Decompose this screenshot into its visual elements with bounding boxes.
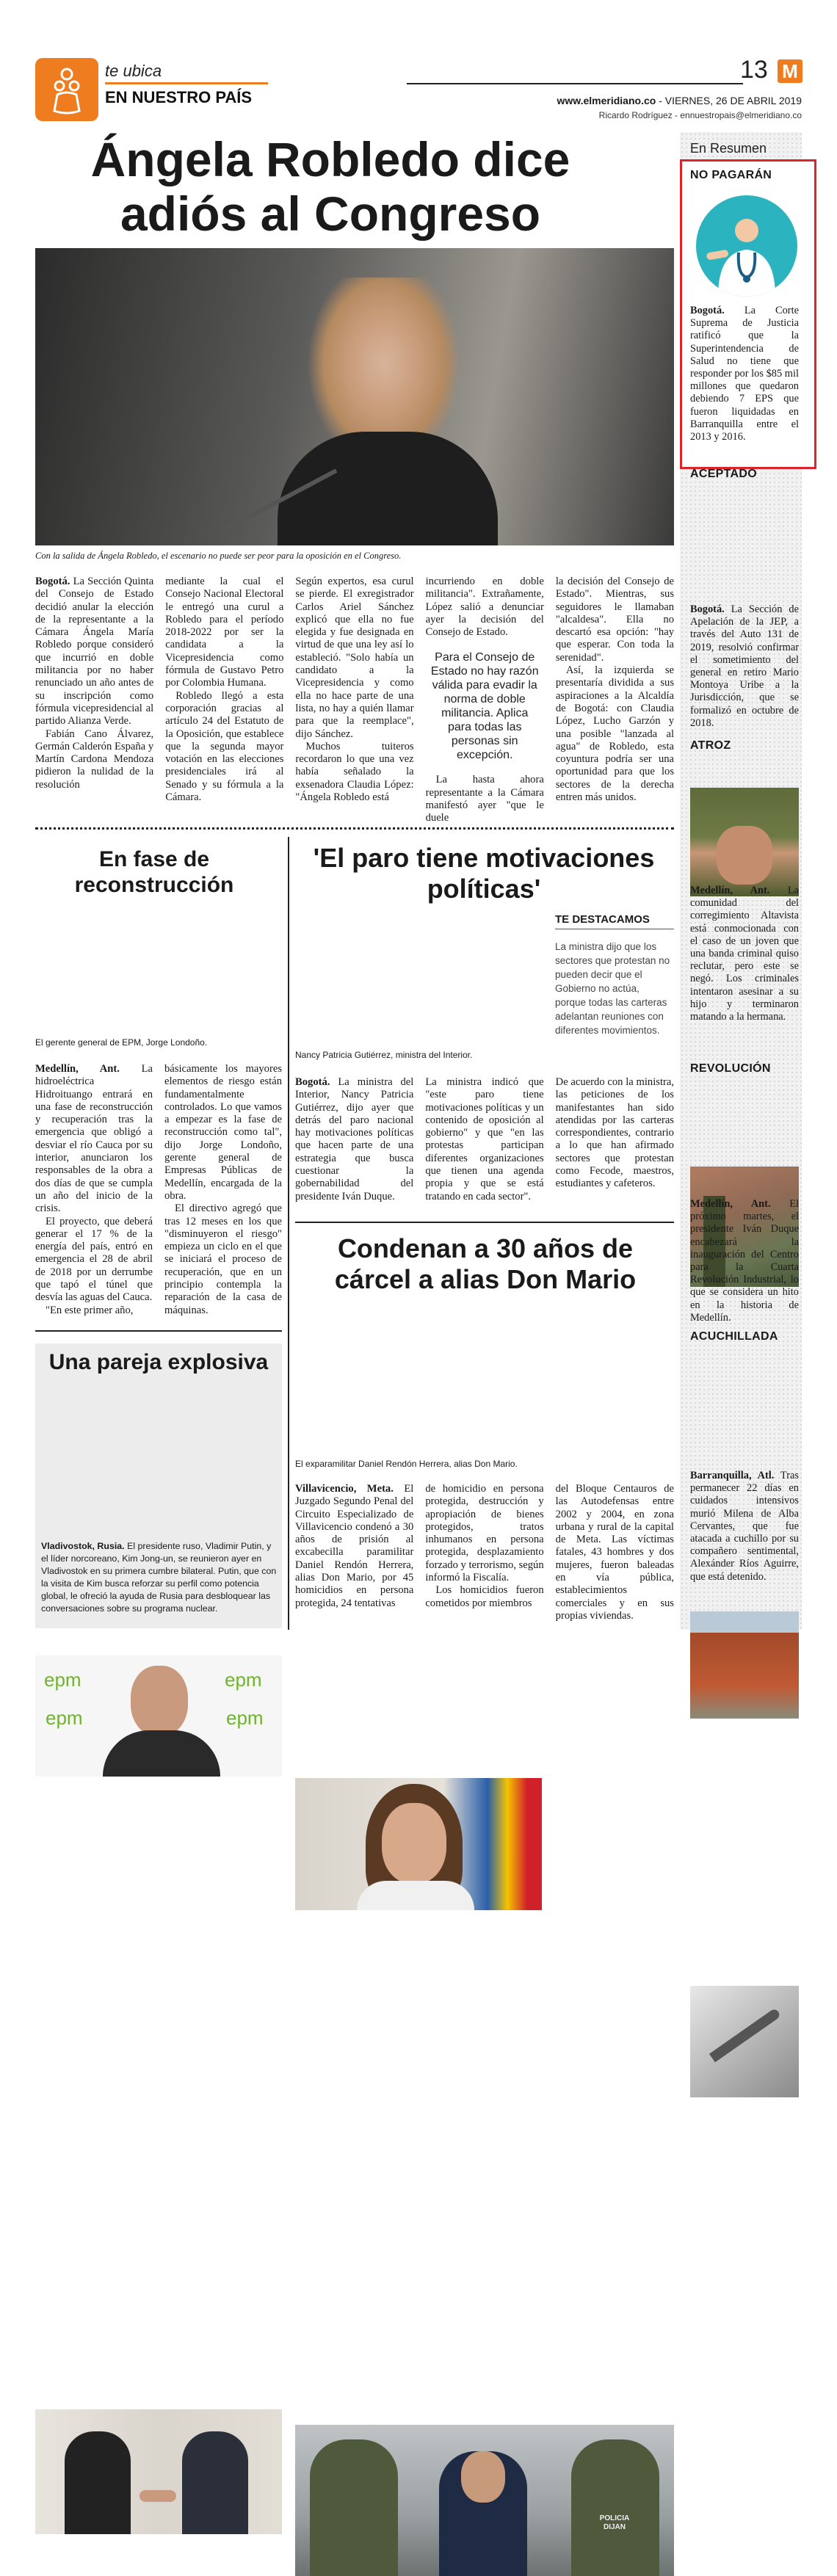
sidebar-text-3: Medellín, Ant. El próximo martes, el presidente Iván Duque encabezará la inauguración del Centro para la Cuarta Revolución Industrial, lo que se considera un hito en la historia de Medellín. bbox=[690, 1198, 799, 1324]
mario-col-3: del Bloque Centauros de las Autodefensas entre 2002 y 2004, en zona urbana y rural de la capital de Meta. Las víctimas fatales, 43 hombres y dos mujeres, fueron baleadas en vía pública, establecimientos comerciales y en sus propias viviendas. bbox=[555, 1483, 674, 1622]
sidebar-head-0: NO PAGARÁN bbox=[690, 169, 772, 181]
sidebar-head-2: ATROZ bbox=[690, 739, 731, 752]
epm-col-2: básicamente los mayores elementos de riesgo están fundamentalmente controlados. Lo que vamos a empezar es la fase de reconstrucción como tal", dijo Jorge Londoño, gerente general de Empresas Públicas de Medellín, encargada de la obra. El directivo agregó que tras 12 meses en los que "disminuyeron el riesgo" empieza un ciclo en el que se iniciará el proceso de recuperación, que en un principio contempla la reparación de la casa de máquinas. bbox=[164, 1063, 282, 1316]
paro-photo bbox=[295, 1778, 542, 1910]
mario-col-1: Villavicencio, Meta. El Juzgado Segundo Penal del Circuito Especializado de Villavicencio condenó a 30 años de prisión al excabecilla paramilitar Daniel Rendón Herrera, alias Don Mario, por 45 homicidios en persona protegida, 24 tentativas bbox=[295, 1483, 414, 1609]
page-number: 13 bbox=[740, 56, 768, 84]
dotted-separator bbox=[35, 827, 674, 830]
section-big: EN NUESTRO PAÍS bbox=[105, 88, 253, 106]
handshake-icon bbox=[140, 2490, 176, 2502]
sidebar-head-3: REVOLUCIÓN bbox=[690, 1062, 771, 1075]
main-headline: Ángela Robledo dice adiós al Congreso bbox=[90, 132, 570, 241]
main-body bbox=[35, 576, 674, 829]
policia-badge: POLICIA DIJAN bbox=[599, 2514, 630, 2531]
epm-col-1: Medellín, Ant. La hidroeléctrica Hidroituango entrará en una fase de reconstrucción y recuperación tras la emergencia que obligó a desviar el río Cauca por su interior, anunciaron los responsables de la obra a dos días de que se cumpla un año del inicio de la crisis. El proyecto, que deberá generar el 17 % de la energía del país, entró en emergencia el 28 de abril de 2018 por un derrumbe que tapó el túnel que desvía las aguas del Cauca. "En este primer año, bbox=[35, 1063, 153, 1316]
sidebar-photo-knife bbox=[690, 1986, 799, 2097]
paro-caption: Nancy Patricia Gutiérrez, ministra del Interior. bbox=[295, 1050, 473, 1060]
paro-col-3: De acuerdo con la ministra, las peticiones de los manifestantes han sido atendidas por las carteras correspondientes, contrario a lo que han afirmado sectores que protestan como Fecode, maestros, estudiantes y cafeteros. bbox=[555, 1076, 674, 1190]
epm-body bbox=[35, 1063, 282, 1327]
main-col-4: incurriendo en doble militancia". Extrañamente, López salió a denunciar ayer la decisión del Consejo de Estado. Para el Consejo de Estado no hay razón válida para evadir la norma de doble militancia. Aplica para todas las personas sin excepción. La hasta ahora representante a la Cámara manifestó ayer "que le duele bbox=[425, 576, 544, 824]
section-small: te ubica bbox=[105, 62, 162, 80]
brand-logo: M bbox=[778, 59, 802, 83]
editor-line: Ricardo Rodríguez - ennuestropais@elmeridiano.co bbox=[598, 110, 802, 120]
knife-blade-icon bbox=[709, 2008, 781, 2063]
main-col-2: mediante la cual el Consejo Nacional Electoral le entregó una curul a Robledo para el período 2018-2022 por ser la candidata a la Vicepresidencia como fórmula de Gustavo Petro por Colombia Humana. Robledo llegó a esta corporación gracias al artículo 24 del Estatuto de la Oposición, que establece que la segunda mayor votación en las elecciones presidenciales irá al Senado y su fórmula a la Cámara. bbox=[165, 576, 284, 804]
mario-body bbox=[295, 1483, 674, 1630]
sidebar-text-1: Bogotá. La Sección de Apelación de la JEP, a través del Auto 131 de 2019, resolvió confirmar el sometimiento del general en retiro Mario Montoya Uribe a la Jurisdicción, que se formalizó en octubre de 2018. bbox=[690, 603, 799, 729]
main-col-5: la decisión del Consejo de Estado". Mientras, sus seguidores le llamaban "alcaldesa". Ella no descartó esa opción: "hay que esperar. Con toda la serenidad". Así, la izquierda se presentaría dividida a sus aspiraciones a la Alcaldía de Bogotá: con Claudia López, Lucho Garzón y una posible "lanzada al agua" de Robledo, esta coyuntura podría ser una oportunidad para que los sectores de la derecha entren más unidos. bbox=[555, 576, 675, 804]
main-caption: Con la salida de Ángela Robledo, el escenario no puede ser peor para la oposición en el Congreso. bbox=[35, 551, 402, 561]
photo-man-head bbox=[131, 1666, 188, 1736]
photo-prisoner-face bbox=[461, 2451, 505, 2503]
epm-logo-1: epm bbox=[44, 1669, 81, 1691]
pullquote: Para el Consejo de Estado no hay razón válida para evadir la norma de doble militancia. Aplica para todas las personas sin excepción. bbox=[430, 651, 539, 762]
photo-man-body bbox=[103, 1730, 220, 1777]
mario-headline: Condenan a 30 años de cárcel a alias Don Mario bbox=[334, 1233, 637, 1294]
epm-logo-2: epm bbox=[46, 1707, 83, 1729]
epm-bottom-rule bbox=[35, 1330, 282, 1332]
doctor-stethoscope-icon bbox=[696, 195, 797, 297]
photo-guard-left bbox=[310, 2439, 398, 2576]
sidebar-text-2: Medellín, Ant. La comunidad del corregimiento Altavista está conmocionada con el caso de un joven que una banda criminal quiso reclutar, pero este se negó. Los criminales intentaron asesinar a su hijo y terminaron matando a la hermana. bbox=[690, 885, 799, 1023]
paro-body bbox=[295, 1076, 674, 1216]
main-col-1: Bogotá. La Sección Quinta del Consejo de Estado decidió anular la elección de la representante a la Cámara Ángela María Robledo porque consideró que incurrió en doble militancia por no haber renunciado un año antes de su inscripción como fórmula vicepresidencial al partido Alianza Verde. Fabián Cano Álvarez, Germán Calderón España y Martín Cardona Mendoza pidieron la nulidad de la resolución bbox=[35, 576, 154, 791]
photo-woman-face bbox=[382, 1803, 446, 1884]
date-line bbox=[533, 95, 802, 106]
destacamos-title: TE DESTACAMOS bbox=[555, 913, 650, 926]
epm-photo bbox=[35, 1655, 282, 1777]
photo-guard-right bbox=[571, 2439, 659, 2576]
epm-headline: En fase de reconstrucción bbox=[74, 847, 234, 897]
pareja-text: Vladivostok, Rusia. El presidente ruso, Vladimir Putin, y el líder norcoreano, Kim Jong-un, se reunieron ayer en Vladivostok en su primera cumbre bilateral. Putin, que con la visita de Kim busca reforzar su perfil como potencia global, le ofreció la ayuda de Rusia para desbloquear las conversaciones sobre su programa nuclear. bbox=[41, 1541, 277, 1614]
pareja-photo bbox=[35, 2409, 282, 2534]
sidebar-photo-building bbox=[690, 1611, 799, 1719]
epm-logo-4: epm bbox=[226, 1707, 264, 1729]
pareja-headline: Una pareja explosiva bbox=[48, 1350, 269, 1374]
epm-logo-3: epm bbox=[225, 1669, 262, 1691]
vertical-rule-left bbox=[288, 837, 289, 1630]
mario-photo bbox=[295, 2425, 674, 2576]
epm-caption: El gerente general de EPM, Jorge Londoño. bbox=[35, 1037, 208, 1048]
doctor-illustration bbox=[696, 195, 797, 297]
photo-face bbox=[717, 826, 772, 885]
sidebar-head-4: ACUCHILLADA bbox=[690, 1330, 778, 1343]
photo-woman-body bbox=[357, 1881, 474, 1910]
section-divider bbox=[105, 82, 268, 84]
paro-headline: 'El paro tiene motivaciones políticas' bbox=[313, 843, 655, 904]
main-col-3: Según expertos, esa curul se pierde. El exregistrador Carlos Ariel Sánchez explicó que ella no fue elegida y fue designada en virtud de que una ley así lo estableció. "Solo había un candidato a la Vicepresidencia y como ella no hace parte de una lista, no hay a quién llamar para que la reemplace", dijo Sánchez. Muchos tuiteros recordaron lo que una vez había señalado la exsenadora Claudia López: "Ángela Robledo está bbox=[295, 576, 414, 804]
photo-putin bbox=[182, 2431, 248, 2534]
paro-col-2: La ministra indicó que "este paro tiene motivaciones políticas y un contenido de oposición al gobierno" y que "en las protestas participan diferentes organizaciones que tienen una agenda propia y que se está tratando en cada sector". bbox=[425, 1076, 544, 1202]
date: - VIERNES, 26 DE ABRIL 2019 bbox=[656, 95, 802, 106]
photo-kim bbox=[65, 2431, 131, 2534]
mario-col-2: de homicidio en persona protegida, destrucción y apropiación de bienes protegidos, tratos inhumanos en persona protegida, desplazamiento forzado y terrorismo, según informó la Fiscalía. Los homicidios fueron cometidos por miembros bbox=[425, 1483, 544, 1609]
mario-caption: El exparamilitar Daniel Rendón Herrera, alias Don Mario. bbox=[295, 1459, 518, 1469]
header-rule bbox=[407, 83, 743, 84]
destacamos-text: La ministra dijo que los sectores que protestan no pueden decir que el Gobierno no actúa, porque todas las carteras adelantan reuniones con diferentes movimientos. bbox=[555, 941, 670, 1036]
sidebar-text-4: Barranquilla, Atl. Tras permanecer 22 días en cuidados intensivos murió Milena de Alba Cervantes, que fue atacada a cuchillo por su compañero sentimental, Alexánder Ríos Aguirre, que está detenido. bbox=[690, 1470, 799, 1583]
sidebar-text-0: Bogotá. La Corte Suprema de Justicia ratificó que la Superintendencia de Salud no tiene que responder por los $85 mil millones que quedaron debiendo 7 EPS que fueron liquidadas en Barranquilla entre el 2013 y 2016. bbox=[690, 305, 799, 443]
section-logo bbox=[35, 58, 98, 121]
main-photo bbox=[35, 248, 674, 545]
meridiano-figure-icon bbox=[35, 58, 98, 121]
paro-col-1: Bogotá. La ministra del Interior, Nancy Patricia Gutiérrez, dijo ayer que detrás del paro nacional hay motivaciones políticas que hacen parte de una estrategia que busca cuestionar la gobernabilidad del presidente Iván Duque. bbox=[295, 1076, 414, 1202]
sidebar-photo-general bbox=[690, 788, 799, 896]
paro-bottom-rule bbox=[295, 1222, 674, 1223]
website: www.elmeridiano.co bbox=[557, 95, 656, 106]
sidebar-head-1: ACEPTADO bbox=[690, 468, 757, 480]
sidebar-title: En Resumen bbox=[690, 141, 767, 156]
